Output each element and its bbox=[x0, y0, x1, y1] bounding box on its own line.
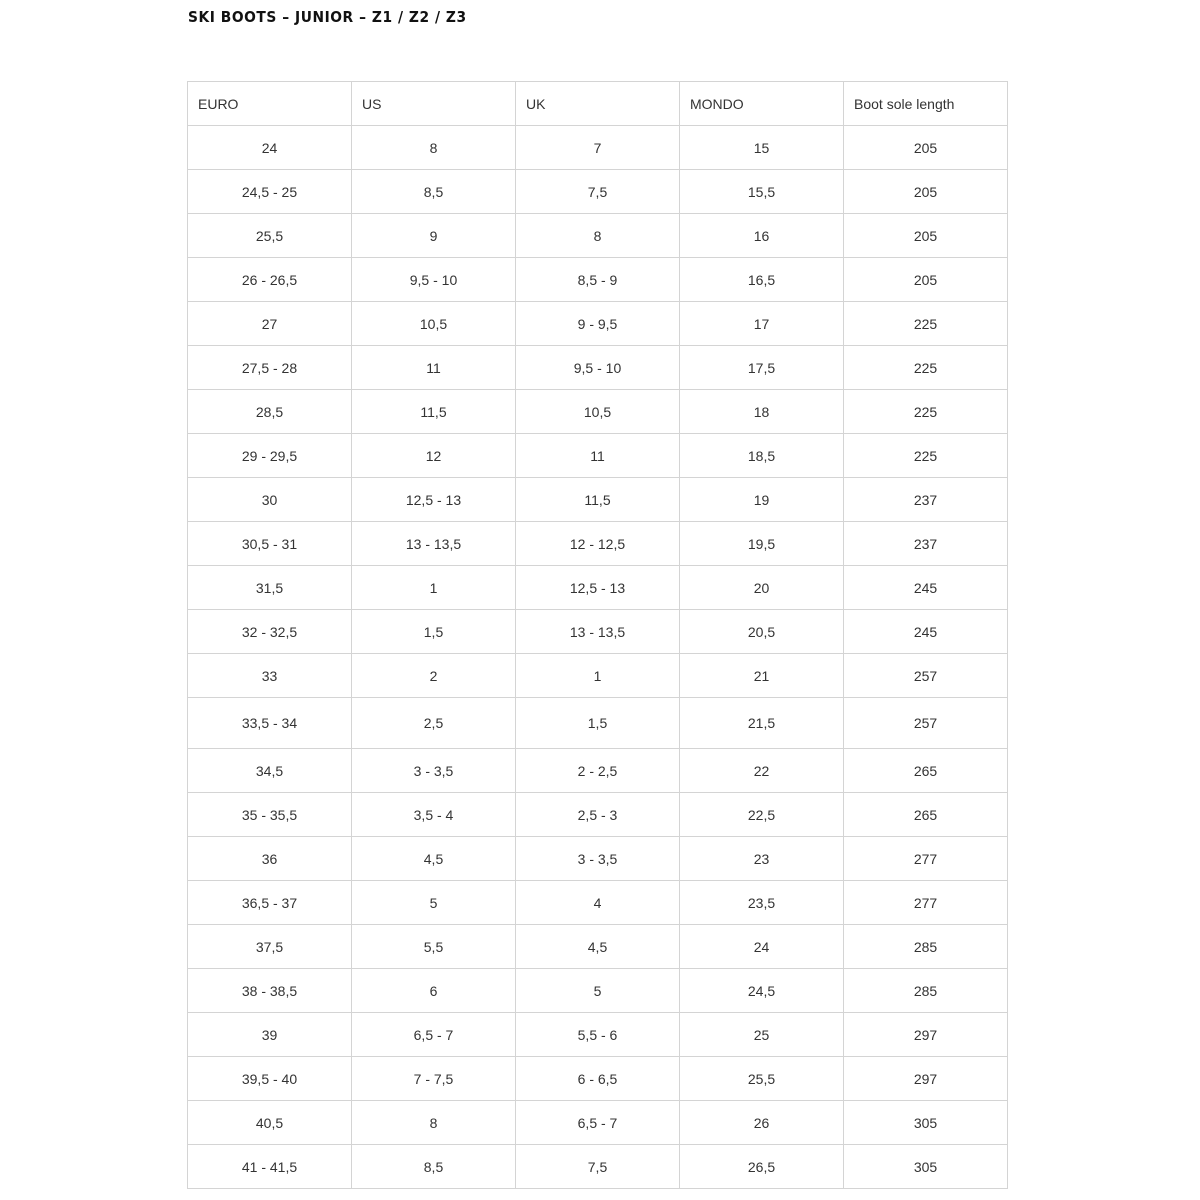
cell-boot-sole-length: 265 bbox=[844, 793, 1008, 837]
cell-boot-sole-length: 305 bbox=[844, 1145, 1008, 1189]
cell-mondo: 16 bbox=[680, 214, 844, 258]
cell-us: 4,5 bbox=[352, 837, 516, 881]
cell-boot-sole-length: 225 bbox=[844, 434, 1008, 478]
cell-mondo: 19,5 bbox=[680, 522, 844, 566]
table-row bbox=[188, 698, 1008, 749]
cell-boot-sole-length: 205 bbox=[844, 170, 1008, 214]
table-row bbox=[188, 214, 1008, 258]
table-row bbox=[188, 1057, 1008, 1101]
cell-euro: 35 - 35,5 bbox=[188, 793, 352, 837]
cell-us: 2,5 bbox=[352, 698, 516, 749]
cell-mondo: 22,5 bbox=[680, 793, 844, 837]
cell-us: 8,5 bbox=[352, 1145, 516, 1189]
table-row bbox=[188, 478, 1008, 522]
cell-boot-sole-length: 245 bbox=[844, 566, 1008, 610]
cell-us: 12,5 - 13 bbox=[352, 478, 516, 522]
cell-euro: 28,5 bbox=[188, 390, 352, 434]
cell-uk: 1 bbox=[516, 654, 680, 698]
cell-mondo: 20,5 bbox=[680, 610, 844, 654]
table-row bbox=[188, 654, 1008, 698]
cell-boot-sole-length: 297 bbox=[844, 1013, 1008, 1057]
cell-euro: 32 - 32,5 bbox=[188, 610, 352, 654]
table-row bbox=[188, 302, 1008, 346]
cell-us: 11,5 bbox=[352, 390, 516, 434]
table-row bbox=[188, 837, 1008, 881]
cell-uk: 7,5 bbox=[516, 170, 680, 214]
cell-boot-sole-length: 285 bbox=[844, 925, 1008, 969]
table-row bbox=[188, 170, 1008, 214]
cell-euro: 33 bbox=[188, 654, 352, 698]
cell-boot-sole-length: 277 bbox=[844, 881, 1008, 925]
cell-us: 8 bbox=[352, 1101, 516, 1145]
cell-boot-sole-length: 265 bbox=[844, 749, 1008, 793]
cell-us: 8 bbox=[352, 126, 516, 170]
cell-mondo: 21,5 bbox=[680, 698, 844, 749]
cell-us: 13 - 13,5 bbox=[352, 522, 516, 566]
table-row bbox=[188, 749, 1008, 793]
cell-boot-sole-length: 225 bbox=[844, 302, 1008, 346]
table-row bbox=[188, 126, 1008, 170]
column-header-mondo: MONDO bbox=[680, 82, 844, 126]
table-row bbox=[188, 925, 1008, 969]
cell-mondo: 25 bbox=[680, 1013, 844, 1057]
cell-boot-sole-length: 257 bbox=[844, 654, 1008, 698]
cell-uk: 4 bbox=[516, 881, 680, 925]
cell-mondo: 19 bbox=[680, 478, 844, 522]
cell-boot-sole-length: 205 bbox=[844, 258, 1008, 302]
cell-euro: 24,5 - 25 bbox=[188, 170, 352, 214]
table-row bbox=[188, 1145, 1008, 1189]
cell-uk: 7 bbox=[516, 126, 680, 170]
table-row bbox=[188, 346, 1008, 390]
cell-us: 10,5 bbox=[352, 302, 516, 346]
cell-euro: 37,5 bbox=[188, 925, 352, 969]
cell-uk: 8 bbox=[516, 214, 680, 258]
cell-euro: 39,5 - 40 bbox=[188, 1057, 352, 1101]
cell-euro: 26 - 26,5 bbox=[188, 258, 352, 302]
page-title: SKI BOOTS – JUNIOR – Z1 / Z2 / Z3 bbox=[188, 8, 467, 26]
cell-boot-sole-length: 205 bbox=[844, 214, 1008, 258]
cell-boot-sole-length: 285 bbox=[844, 969, 1008, 1013]
cell-mondo: 17,5 bbox=[680, 346, 844, 390]
cell-us: 5,5 bbox=[352, 925, 516, 969]
cell-us: 3 - 3,5 bbox=[352, 749, 516, 793]
cell-uk: 2,5 - 3 bbox=[516, 793, 680, 837]
cell-uk: 5 bbox=[516, 969, 680, 1013]
cell-uk: 11 bbox=[516, 434, 680, 478]
cell-euro: 27,5 - 28 bbox=[188, 346, 352, 390]
cell-mondo: 23 bbox=[680, 837, 844, 881]
table-row bbox=[188, 258, 1008, 302]
cell-mondo: 22 bbox=[680, 749, 844, 793]
cell-mondo: 26 bbox=[680, 1101, 844, 1145]
table-row bbox=[188, 522, 1008, 566]
cell-mondo: 18,5 bbox=[680, 434, 844, 478]
cell-euro: 38 - 38,5 bbox=[188, 969, 352, 1013]
column-header-euro: EURO bbox=[188, 82, 352, 126]
table-row bbox=[188, 793, 1008, 837]
cell-us: 12 bbox=[352, 434, 516, 478]
cell-us: 1,5 bbox=[352, 610, 516, 654]
cell-mondo: 15 bbox=[680, 126, 844, 170]
cell-us: 2 bbox=[352, 654, 516, 698]
cell-mondo: 17 bbox=[680, 302, 844, 346]
table-row bbox=[188, 1013, 1008, 1057]
cell-us: 1 bbox=[352, 566, 516, 610]
cell-uk: 12,5 - 13 bbox=[516, 566, 680, 610]
column-header-boot-sole-length: Boot sole length bbox=[844, 82, 1008, 126]
table-row bbox=[188, 881, 1008, 925]
cell-euro: 30,5 - 31 bbox=[188, 522, 352, 566]
cell-boot-sole-length: 225 bbox=[844, 390, 1008, 434]
cell-us: 9,5 - 10 bbox=[352, 258, 516, 302]
cell-boot-sole-length: 257 bbox=[844, 698, 1008, 749]
cell-mondo: 24 bbox=[680, 925, 844, 969]
table-row bbox=[188, 390, 1008, 434]
cell-uk: 10,5 bbox=[516, 390, 680, 434]
cell-boot-sole-length: 237 bbox=[844, 522, 1008, 566]
cell-uk: 8,5 - 9 bbox=[516, 258, 680, 302]
column-header-uk: UK bbox=[516, 82, 680, 126]
cell-boot-sole-length: 205 bbox=[844, 126, 1008, 170]
cell-euro: 36,5 - 37 bbox=[188, 881, 352, 925]
cell-uk: 11,5 bbox=[516, 478, 680, 522]
table-row bbox=[188, 566, 1008, 610]
cell-euro: 25,5 bbox=[188, 214, 352, 258]
cell-mondo: 24,5 bbox=[680, 969, 844, 1013]
cell-mondo: 20 bbox=[680, 566, 844, 610]
cell-boot-sole-length: 305 bbox=[844, 1101, 1008, 1145]
cell-boot-sole-length: 237 bbox=[844, 478, 1008, 522]
cell-uk: 4,5 bbox=[516, 925, 680, 969]
cell-mondo: 15,5 bbox=[680, 170, 844, 214]
table-row bbox=[188, 1101, 1008, 1145]
table-body bbox=[188, 126, 1008, 1189]
cell-uk: 3 - 3,5 bbox=[516, 837, 680, 881]
table-header-row bbox=[188, 82, 1008, 126]
cell-uk: 1,5 bbox=[516, 698, 680, 749]
cell-us: 7 - 7,5 bbox=[352, 1057, 516, 1101]
cell-us: 9 bbox=[352, 214, 516, 258]
cell-euro: 24 bbox=[188, 126, 352, 170]
cell-uk: 6,5 - 7 bbox=[516, 1101, 680, 1145]
cell-mondo: 23,5 bbox=[680, 881, 844, 925]
cell-euro: 33,5 - 34 bbox=[188, 698, 352, 749]
cell-euro: 27 bbox=[188, 302, 352, 346]
cell-uk: 7,5 bbox=[516, 1145, 680, 1189]
cell-boot-sole-length: 277 bbox=[844, 837, 1008, 881]
cell-us: 8,5 bbox=[352, 170, 516, 214]
size-chart-table bbox=[187, 81, 1008, 1189]
table-row bbox=[188, 610, 1008, 654]
cell-uk: 2 - 2,5 bbox=[516, 749, 680, 793]
cell-euro: 34,5 bbox=[188, 749, 352, 793]
cell-euro: 29 - 29,5 bbox=[188, 434, 352, 478]
cell-mondo: 16,5 bbox=[680, 258, 844, 302]
cell-uk: 9 - 9,5 bbox=[516, 302, 680, 346]
cell-us: 11 bbox=[352, 346, 516, 390]
cell-euro: 39 bbox=[188, 1013, 352, 1057]
cell-mondo: 18 bbox=[680, 390, 844, 434]
cell-us: 6,5 - 7 bbox=[352, 1013, 516, 1057]
cell-uk: 6 - 6,5 bbox=[516, 1057, 680, 1101]
cell-uk: 13 - 13,5 bbox=[516, 610, 680, 654]
cell-us: 3,5 - 4 bbox=[352, 793, 516, 837]
table-row bbox=[188, 434, 1008, 478]
table-row bbox=[188, 969, 1008, 1013]
cell-boot-sole-length: 225 bbox=[844, 346, 1008, 390]
cell-euro: 36 bbox=[188, 837, 352, 881]
cell-uk: 5,5 - 6 bbox=[516, 1013, 680, 1057]
cell-uk: 9,5 - 10 bbox=[516, 346, 680, 390]
cell-euro: 30 bbox=[188, 478, 352, 522]
cell-boot-sole-length: 245 bbox=[844, 610, 1008, 654]
cell-us: 6 bbox=[352, 969, 516, 1013]
cell-euro: 40,5 bbox=[188, 1101, 352, 1145]
cell-uk: 12 - 12,5 bbox=[516, 522, 680, 566]
cell-euro: 41 - 41,5 bbox=[188, 1145, 352, 1189]
cell-us: 5 bbox=[352, 881, 516, 925]
cell-mondo: 26,5 bbox=[680, 1145, 844, 1189]
cell-boot-sole-length: 297 bbox=[844, 1057, 1008, 1101]
cell-euro: 31,5 bbox=[188, 566, 352, 610]
cell-mondo: 21 bbox=[680, 654, 844, 698]
cell-mondo: 25,5 bbox=[680, 1057, 844, 1101]
column-header-us: US bbox=[352, 82, 516, 126]
